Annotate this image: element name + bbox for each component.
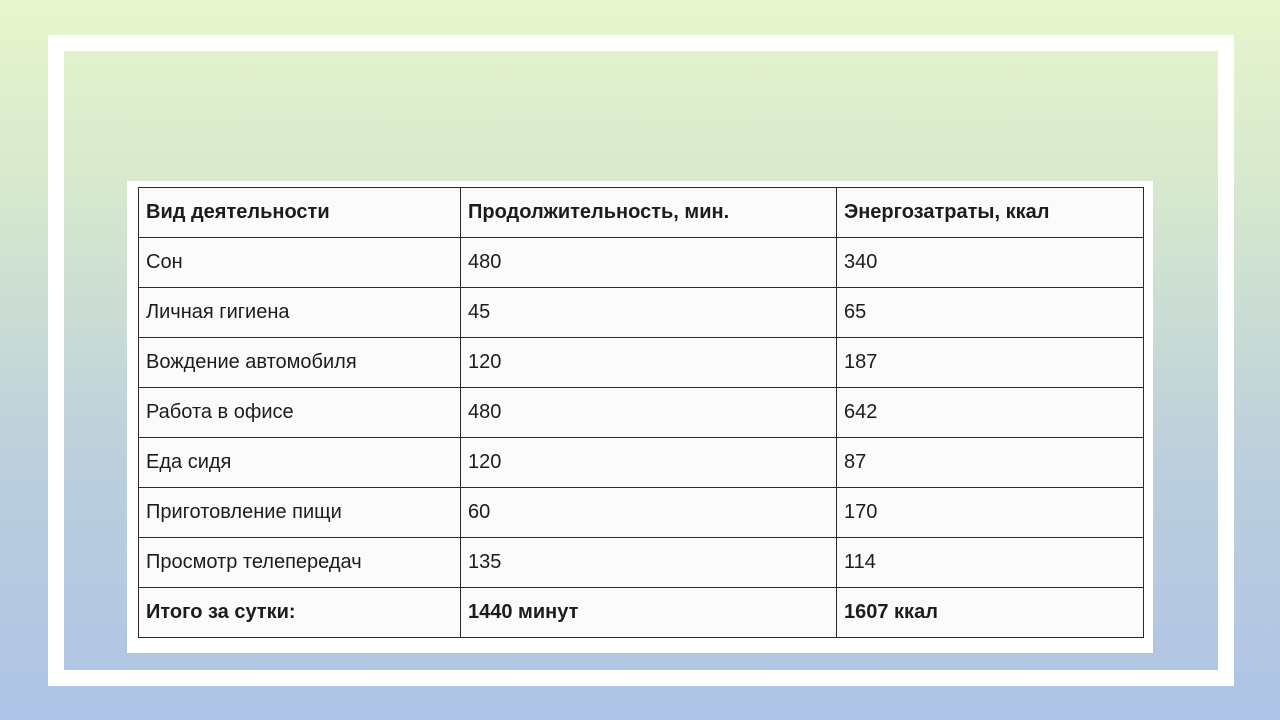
cell-activity: Личная гигиена <box>139 288 461 338</box>
cell-activity: Еда сидя <box>139 438 461 488</box>
cell-energy: 170 <box>837 488 1144 538</box>
total-label: Итого за сутки: <box>139 588 461 638</box>
total-duration: 1440 минут <box>461 588 837 638</box>
header-activity: Вид деятельности <box>139 188 461 238</box>
table-row <box>139 438 1144 488</box>
cell-duration: 45 <box>461 288 837 338</box>
table-row <box>139 488 1144 538</box>
cell-activity: Работа в офисе <box>139 388 461 438</box>
cell-energy: 65 <box>837 288 1144 338</box>
table-row <box>139 238 1144 288</box>
cell-energy: 642 <box>837 388 1144 438</box>
table-row <box>139 338 1144 388</box>
cell-duration: 120 <box>461 338 837 388</box>
activity-energy-table <box>138 187 1144 638</box>
table-row <box>139 388 1144 438</box>
cell-activity: Приготовление пищи <box>139 488 461 538</box>
table-card <box>127 181 1153 653</box>
header-energy: Энергозатраты, ккал <box>837 188 1144 238</box>
cell-duration: 135 <box>461 538 837 588</box>
cell-energy: 187 <box>837 338 1144 388</box>
cell-duration: 480 <box>461 238 837 288</box>
table-row <box>139 538 1144 588</box>
table-header-row <box>139 188 1144 238</box>
cell-activity: Сон <box>139 238 461 288</box>
table-total-row <box>139 588 1144 638</box>
cell-energy: 114 <box>837 538 1144 588</box>
cell-activity: Просмотр телепередач <box>139 538 461 588</box>
cell-activity: Вождение автомобиля <box>139 338 461 388</box>
cell-duration: 480 <box>461 388 837 438</box>
header-duration: Продолжительность, мин. <box>461 188 837 238</box>
table-row <box>139 288 1144 338</box>
cell-energy: 87 <box>837 438 1144 488</box>
cell-duration: 120 <box>461 438 837 488</box>
cell-duration: 60 <box>461 488 837 538</box>
total-energy: 1607 ккал <box>837 588 1144 638</box>
cell-energy: 340 <box>837 238 1144 288</box>
